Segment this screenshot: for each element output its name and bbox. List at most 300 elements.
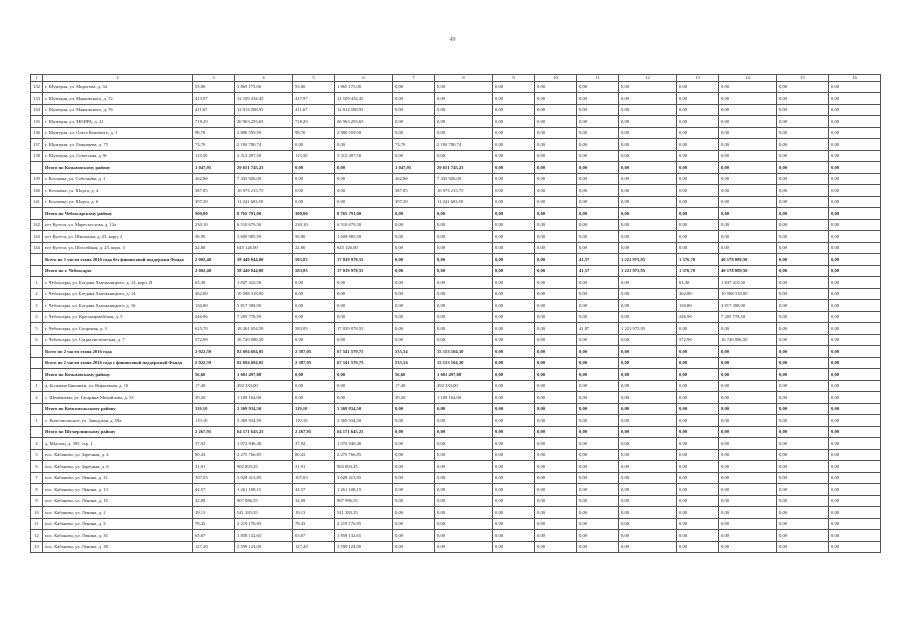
- column-number: 13: [677, 75, 719, 82]
- row-value: 0,00: [535, 116, 577, 128]
- table-row: [31, 495, 881, 507]
- row-value: 0,00: [619, 288, 677, 300]
- row-value: 0,00: [293, 369, 335, 381]
- row-value: 0,00: [777, 380, 829, 392]
- row-value: 0,00: [577, 461, 619, 473]
- row-value: 0,00: [393, 323, 435, 335]
- row-value: 0,00: [677, 93, 719, 105]
- row-value: 0,00: [677, 449, 719, 461]
- row-value: 8 765 791,00: [235, 208, 293, 220]
- row-value: 3 312 497,50: [235, 150, 293, 162]
- row-value: 10 974 215,75: [235, 185, 293, 197]
- row-value: 6 510 679,50: [235, 219, 293, 231]
- row-value: 0,00: [393, 311, 435, 323]
- row-value: 0,00: [393, 449, 435, 461]
- row-value: 0,00: [493, 541, 535, 553]
- row-value: 0,00: [719, 127, 777, 139]
- row-value: 0,00: [777, 323, 829, 335]
- row-value: 58 440 044,00: [235, 265, 293, 277]
- row-value: 0,00: [435, 288, 493, 300]
- row-value: 0,00: [535, 426, 577, 438]
- row-index: 10: [31, 507, 43, 519]
- row-value: 1 047,95: [193, 162, 235, 174]
- row-value: 1 047,95: [393, 162, 435, 174]
- row-value: 0,00: [777, 518, 829, 530]
- row-value: 411,67: [193, 104, 235, 116]
- row-value: 0,00: [493, 323, 535, 335]
- row-value: 1 221 975,95: [619, 265, 677, 277]
- row-address: пос. Кабаново, ул. Ленина, д. 3: [43, 518, 193, 530]
- row-value: 0,00: [577, 484, 619, 496]
- row-value: 0,00: [493, 357, 535, 369]
- row-value: 10 974 215,75: [435, 185, 493, 197]
- row-value: 0,00: [577, 208, 619, 220]
- row-value: 11 241 603,50: [435, 196, 493, 208]
- row-value: 0,00: [577, 139, 619, 151]
- row-address: г. Шумерля, ул. МОПРА, д. 21: [43, 116, 193, 128]
- row-value: 3 817 398,00: [719, 300, 777, 312]
- row-value: 0,00: [435, 323, 493, 335]
- row-value: 1 376,70: [677, 254, 719, 266]
- row-value: 0,00: [719, 219, 777, 231]
- row-value: 0,00: [677, 438, 719, 450]
- row-value: 119,10: [193, 415, 235, 427]
- row-value: 0,00: [393, 518, 435, 530]
- row-value: 0,00: [435, 242, 493, 254]
- page-number: 49: [449, 37, 456, 43]
- row-value: 18 261 054,50: [235, 323, 293, 335]
- row-value: 1 847 410,50: [719, 277, 777, 289]
- row-address: г. Чебоксары, ул. Богдана Хмельницкого, д. 14: [43, 288, 193, 300]
- row-value: 0,00: [677, 346, 719, 358]
- row-value: 309,80: [293, 208, 335, 220]
- row-value: 0,00: [619, 116, 677, 128]
- row-value: 7 205 778,50: [719, 311, 777, 323]
- row-value: 0,00: [829, 242, 881, 254]
- row-value: 2 219 176,85: [235, 518, 293, 530]
- row-index: 1: [31, 277, 43, 289]
- column-number: 10: [535, 75, 577, 82]
- row-value: 37,92: [193, 438, 235, 450]
- row-value: 0,00: [577, 530, 619, 542]
- row-value: 0,00: [619, 104, 677, 116]
- total-row: [31, 254, 881, 266]
- row-value: 0,00: [493, 380, 535, 392]
- total-row: [31, 346, 881, 358]
- row-value: 0,00: [493, 231, 535, 243]
- row-value: 0,00: [493, 81, 535, 93]
- row-value: 119,10: [293, 403, 335, 415]
- row-address: д. Большие Бикшихи, ул. Кирпичная, д. 10: [43, 380, 193, 392]
- row-value: 12 109 434,45: [235, 93, 293, 105]
- row-value: 246,96: [193, 311, 235, 323]
- row-value: 29 651 745,25: [235, 162, 293, 174]
- column-number: 14: [719, 75, 777, 82]
- row-value: 0,00: [435, 127, 493, 139]
- row-value: 130,80: [193, 300, 235, 312]
- row-value: 0,00: [435, 461, 493, 473]
- column-number: 6: [335, 75, 393, 82]
- row-value: 0,00: [293, 311, 335, 323]
- row-value: 0,00: [493, 472, 535, 484]
- row-value: 0,00: [535, 277, 577, 289]
- row-value: 0,00: [577, 438, 619, 450]
- row-value: 127,20: [293, 541, 335, 553]
- row-value: 37,92: [293, 438, 335, 450]
- row-value: 0,00: [493, 495, 535, 507]
- row-value: 2 267,95: [293, 426, 335, 438]
- row-index: 140: [31, 185, 43, 197]
- row-value: 0,00: [777, 185, 829, 197]
- table-row: [31, 81, 881, 93]
- row-value: 65,67: [193, 530, 235, 542]
- row-value: 0,00: [829, 265, 881, 277]
- row-value: 0,00: [719, 392, 777, 404]
- row-value: 0,00: [435, 277, 493, 289]
- row-value: 0,00: [535, 288, 577, 300]
- row-value: 0,00: [535, 242, 577, 254]
- row-value: 0,00: [829, 461, 881, 473]
- row-value: 0,00: [577, 380, 619, 392]
- row-value: 0,00: [493, 518, 535, 530]
- row-value: 0,00: [677, 380, 719, 392]
- row-value: 718,29: [293, 116, 335, 128]
- row-value: 0,00: [393, 403, 435, 415]
- row-value: 0,00: [719, 541, 777, 553]
- row-value: 0,00: [435, 438, 493, 450]
- row-value: 0,00: [829, 208, 881, 220]
- row-value: 0,00: [335, 392, 393, 404]
- row-value: 17,40: [393, 380, 435, 392]
- row-value: 0,00: [577, 518, 619, 530]
- row-value: 0,00: [719, 484, 777, 496]
- table-row: [31, 196, 881, 208]
- row-value: 0,00: [677, 541, 719, 553]
- table-row: [31, 392, 881, 404]
- row-value: 3 312 497,50: [335, 150, 393, 162]
- row-address: г. Козловка, ул. Шорса, д. 4: [43, 185, 193, 197]
- row-value: 7 205 778,50: [235, 311, 293, 323]
- row-value: 0,00: [677, 415, 719, 427]
- row-value: 0,00: [829, 380, 881, 392]
- row-value: 119,10: [293, 415, 335, 427]
- row-value: 0,00: [335, 139, 393, 151]
- row-value: 0,00: [335, 162, 393, 174]
- row-value: 0,00: [777, 265, 829, 277]
- row-value: 492 333,00: [435, 380, 493, 392]
- row-value: 0,00: [393, 484, 435, 496]
- row-value: 0,00: [535, 449, 577, 461]
- row-value: 0,00: [335, 277, 393, 289]
- row-value: 0,00: [719, 426, 777, 438]
- row-value: 0,00: [435, 507, 493, 519]
- row-value: 0,00: [535, 185, 577, 197]
- row-value: 907 986,55: [235, 495, 293, 507]
- row-value: 0,00: [829, 403, 881, 415]
- row-value: 0,00: [777, 495, 829, 507]
- row-value: 17 039 978,55: [335, 265, 393, 277]
- row-value: 0,00: [777, 277, 829, 289]
- row-value: 0,00: [293, 392, 335, 404]
- row-index: 6: [31, 334, 43, 346]
- row-value: 0,00: [293, 173, 335, 185]
- row-value: 718,29: [193, 116, 235, 128]
- row-value: 0,00: [493, 162, 535, 174]
- row-value: 0,00: [493, 254, 535, 266]
- row-value: 107,03: [293, 472, 335, 484]
- row-value: 230,10: [293, 219, 335, 231]
- row-index: 142: [31, 219, 43, 231]
- row-address: пос. Кабаново, ул. Ленина, д. 2: [43, 507, 193, 519]
- row-value: 583,83: [293, 323, 335, 335]
- row-index: 1: [31, 380, 43, 392]
- row-value: 7 435 926,00: [235, 173, 293, 185]
- row-address: г. Шумерля, ул. Маяковского, д. 72: [43, 93, 193, 105]
- row-value: 0,00: [493, 196, 535, 208]
- row-value: 39,20: [193, 392, 235, 404]
- row-value: 0,00: [493, 173, 535, 185]
- row-value: 73,70: [193, 139, 235, 151]
- row-value: 41,57: [577, 254, 619, 266]
- row-value: 0,00: [535, 357, 577, 369]
- row-value: 0,00: [829, 346, 881, 358]
- row-value: 80,43: [193, 449, 235, 461]
- row-value: 0,00: [535, 438, 577, 450]
- row-value: 0,00: [535, 219, 577, 231]
- row-value: 0,00: [619, 438, 677, 450]
- row-value: 0,00: [677, 116, 719, 128]
- row-value: 0,00: [535, 507, 577, 519]
- row-value: 15 153 104,30: [435, 357, 493, 369]
- row-value: 113,50: [293, 150, 335, 162]
- row-value: 0,00: [719, 196, 777, 208]
- row-index: 132: [31, 81, 43, 93]
- row-value: 0,00: [619, 449, 677, 461]
- row-value: 0,00: [619, 311, 677, 323]
- row-value: 1 609 985,50: [335, 231, 393, 243]
- row-value: 0,00: [535, 265, 577, 277]
- table-row: [31, 472, 881, 484]
- row-value: 22,80: [193, 242, 235, 254]
- row-value: 0,00: [829, 173, 881, 185]
- row-value: 0,00: [577, 93, 619, 105]
- row-index: [31, 265, 43, 277]
- row-value: 11 241 603,50: [235, 196, 293, 208]
- row-value: 0,00: [435, 484, 493, 496]
- row-address: пос. Кабаново, ул. Ленина, д. 16: [43, 495, 193, 507]
- row-value: 0,00: [493, 415, 535, 427]
- row-address: с. Комсомольское, ул. Заводская, д. 59а: [43, 415, 193, 427]
- row-value: 0,00: [619, 127, 677, 139]
- row-value: 0,00: [829, 449, 881, 461]
- row-value: 0,00: [619, 208, 677, 220]
- row-value: 0,00: [577, 150, 619, 162]
- row-value: 0,00: [577, 472, 619, 484]
- row-value: 0,00: [577, 242, 619, 254]
- row-value: 0,00: [493, 461, 535, 473]
- row-value: 0,00: [777, 139, 829, 151]
- column-number: 15: [777, 75, 829, 82]
- row-value: 902 893,45: [235, 461, 293, 473]
- row-value: 0,00: [493, 438, 535, 450]
- row-value: 0,00: [829, 541, 881, 553]
- row-value: 0,00: [719, 449, 777, 461]
- row-value: 0,00: [577, 415, 619, 427]
- row-value: 0,00: [435, 116, 493, 128]
- row-value: 0,00: [829, 150, 881, 162]
- column-number: 4: [235, 75, 293, 82]
- column-number: 16: [829, 75, 881, 82]
- row-value: 0,00: [677, 507, 719, 519]
- row-value: 0,00: [493, 288, 535, 300]
- row-value: 0,00: [577, 231, 619, 243]
- row-value: 0,00: [777, 369, 829, 381]
- row-value: 0,00: [777, 116, 829, 128]
- row-value: 41,87: [577, 323, 619, 335]
- row-value: 0,00: [535, 173, 577, 185]
- row-value: 0,00: [335, 369, 393, 381]
- row-value: 12 014 588,95: [335, 104, 393, 116]
- row-address: г. Чебоксары, ул. Красноармейская, д. 5: [43, 311, 193, 323]
- row-address: Всего по 1 части этапа 2016 года без финансовой поддержки Фонда: [43, 254, 193, 266]
- row-value: 0,00: [719, 81, 777, 93]
- table-row: [31, 311, 881, 323]
- table-row: [31, 219, 881, 231]
- table-row: [31, 334, 881, 346]
- row-value: 0,00: [619, 300, 677, 312]
- row-value: 0,00: [777, 150, 829, 162]
- row-value: 12 109 434,45: [335, 93, 393, 105]
- row-value: 0,00: [393, 242, 435, 254]
- row-value: 3 817 398,00: [235, 300, 293, 312]
- row-value: 0,00: [435, 311, 493, 323]
- row-value: 1 865 175,00: [335, 81, 393, 93]
- row-value: 0,00: [619, 346, 677, 358]
- total-row: [31, 357, 881, 369]
- row-value: 1 261 108,15: [335, 484, 393, 496]
- row-value: 0,00: [335, 288, 393, 300]
- row-value: 113,50: [193, 150, 235, 162]
- row-value: 2 002,40: [193, 254, 235, 266]
- row-value: 17 039 078,55: [335, 323, 393, 335]
- row-value: 0,00: [435, 449, 493, 461]
- row-value: 0,00: [619, 277, 677, 289]
- row-value: 411,67: [293, 104, 335, 116]
- row-value: 541 283,35: [335, 507, 393, 519]
- row-value: 0,00: [829, 127, 881, 139]
- row-value: 0,00: [619, 242, 677, 254]
- row-value: 119,10: [193, 403, 235, 415]
- row-value: 0,00: [719, 495, 777, 507]
- row-address: пос. Кабаново, ул. Ленина, д. 11: [43, 472, 193, 484]
- row-value: 0,00: [493, 449, 535, 461]
- row-value: 0,00: [677, 484, 719, 496]
- row-value: 0,00: [619, 173, 677, 185]
- row-value: 0,00: [829, 369, 881, 381]
- row-index: [31, 208, 43, 220]
- row-value: 0,00: [493, 346, 535, 358]
- row-address: Итого по Комсомольскому району: [43, 403, 193, 415]
- row-value: 0,00: [493, 127, 535, 139]
- row-value: 0,00: [829, 139, 881, 151]
- row-value: 0,00: [577, 426, 619, 438]
- row-value: 0,00: [393, 472, 435, 484]
- row-value: 1 072 946,40: [335, 438, 393, 450]
- row-value: 0,00: [829, 81, 881, 93]
- row-value: 0,00: [535, 104, 577, 116]
- row-value: 56,90: [293, 231, 335, 243]
- row-value: 0,00: [619, 93, 677, 105]
- row-value: 583,83: [293, 254, 335, 266]
- row-value: 387,85: [193, 185, 235, 197]
- row-value: 0,00: [393, 415, 435, 427]
- row-value: 82 694 684,05: [235, 346, 293, 358]
- row-value: 0,00: [829, 311, 881, 323]
- row-index: 136: [31, 127, 43, 139]
- table-row: [31, 415, 881, 427]
- row-index: 11: [31, 518, 43, 530]
- row-value: 0,00: [293, 196, 335, 208]
- row-value: 0,00: [719, 162, 777, 174]
- row-value: 0,00: [777, 415, 829, 427]
- row-value: 0,00: [535, 518, 577, 530]
- row-index: 135: [31, 116, 43, 128]
- row-value: 0,00: [435, 219, 493, 231]
- row-value: 0,00: [777, 507, 829, 519]
- row-value: 0,00: [535, 495, 577, 507]
- table-row: [31, 185, 881, 197]
- table-row: [31, 449, 881, 461]
- row-value: 0,00: [577, 116, 619, 128]
- row-value: 0,00: [677, 392, 719, 404]
- row-value: 0,00: [393, 300, 435, 312]
- row-value: 127,20: [193, 541, 235, 553]
- row-value: 541 283,35: [235, 507, 293, 519]
- row-value: 0,00: [719, 415, 777, 427]
- row-value: 0,00: [493, 334, 535, 346]
- row-address: пос. Кабаново, ул. Заречная, д. 4: [43, 449, 193, 461]
- row-value: 0,00: [677, 369, 719, 381]
- row-value: 0,00: [829, 484, 881, 496]
- total-row: [31, 403, 881, 415]
- row-value: 0,00: [777, 104, 829, 116]
- row-index: 139: [31, 173, 43, 185]
- row-value: 0,00: [535, 346, 577, 358]
- row-value: 0,00: [777, 231, 829, 243]
- row-value: 44,57: [193, 484, 235, 496]
- row-value: 0,00: [493, 185, 535, 197]
- row-address: г. Козловка, ул. Шорса, д. 6: [43, 196, 193, 208]
- row-value: 0,00: [829, 507, 881, 519]
- row-value: 0,00: [435, 104, 493, 116]
- row-value: 0,00: [393, 438, 435, 450]
- row-value: 0,00: [719, 346, 777, 358]
- row-value: 0,00: [293, 139, 335, 151]
- row-value: 0,00: [493, 116, 535, 128]
- row-value: 397,30: [393, 196, 435, 208]
- row-value: 0,00: [435, 415, 493, 427]
- row-value: 78,43: [193, 518, 235, 530]
- row-address: пос. Кабаново, ул. Ленина, д. 35: [43, 530, 193, 542]
- row-value: 246,90: [677, 311, 719, 323]
- row-value: 0,00: [719, 93, 777, 105]
- row-value: 0,00: [829, 104, 881, 116]
- row-value: 0,00: [535, 334, 577, 346]
- row-address: Итого по Чебоксарскому району: [43, 208, 193, 220]
- row-value: 0,00: [677, 219, 719, 231]
- row-index: 12: [31, 530, 43, 542]
- table-row: [31, 438, 881, 450]
